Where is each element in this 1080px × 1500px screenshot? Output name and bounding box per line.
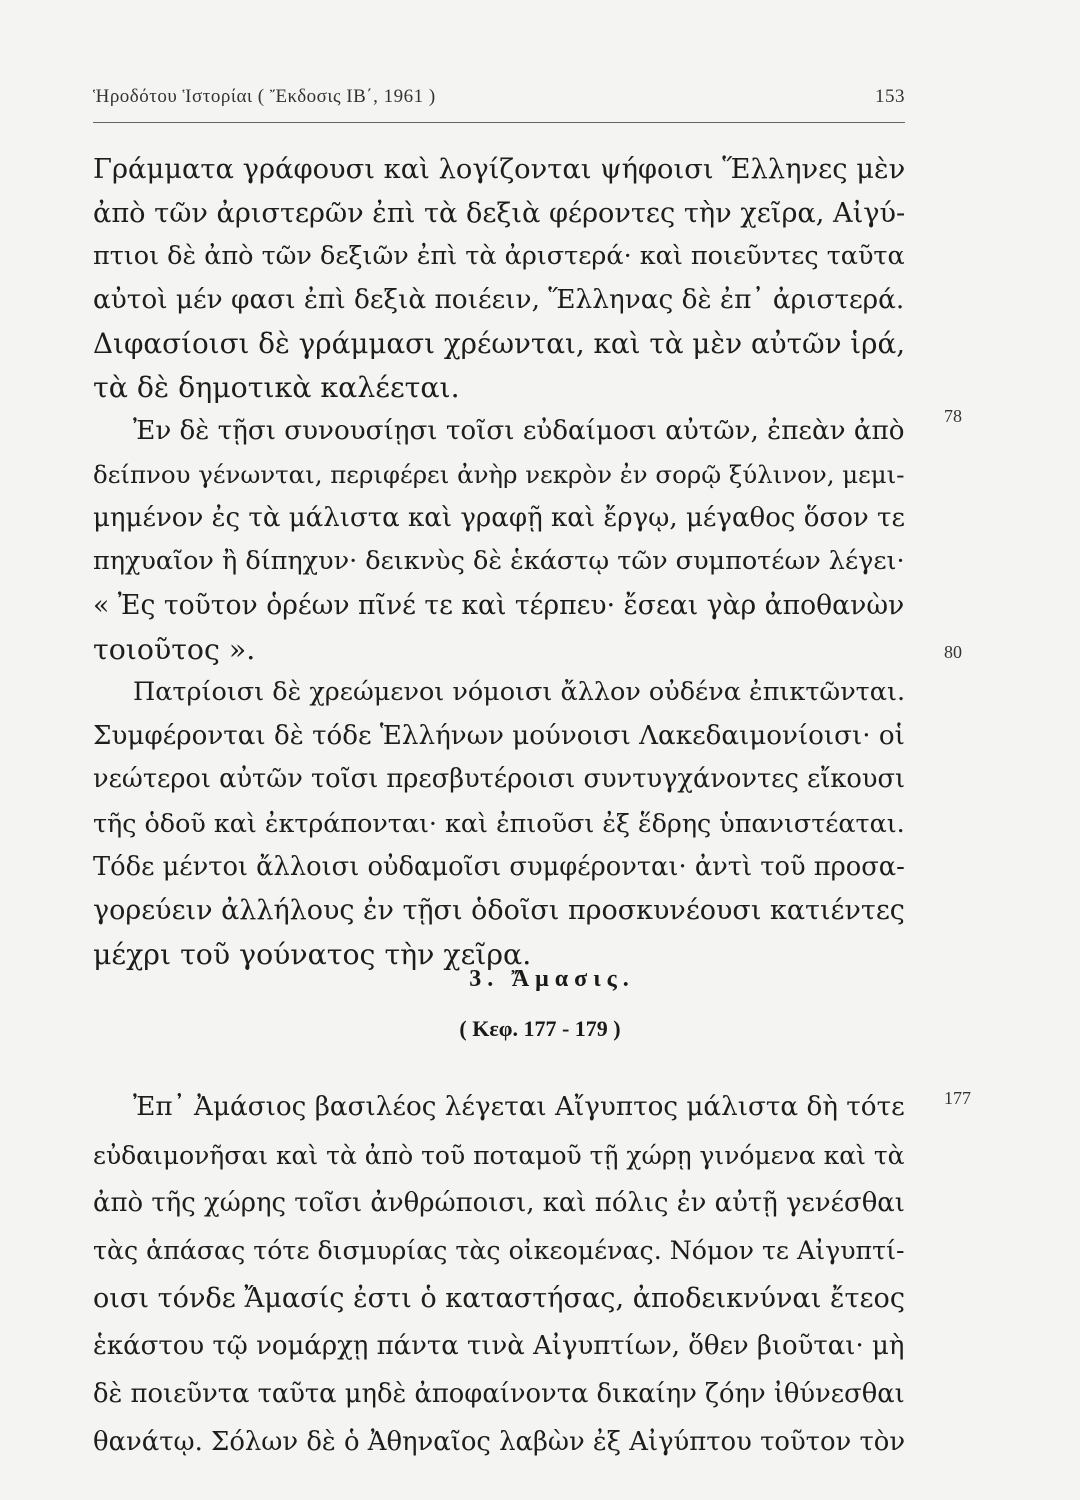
text-line: τῆς ὁδοῦ καὶ ἐκτράπονται· καὶ ἐπιοῦσι ἐξ ἕδρης ὑπανιστέαται. bbox=[93, 807, 905, 838]
section-subtitle: ( Κεφ. 177 - 179 ) bbox=[459, 1016, 621, 1041]
header-rule bbox=[93, 122, 905, 123]
text-line: Συμφέρονται δὲ τόδε Ἑλλήνων μούνοισι Λακεδαιμονίοισι· οἱ bbox=[93, 720, 905, 751]
text-line: Πατρίοισι δὲ χρεώμενοι νόμοισι ἄλλον οὐδένα ἐπικτῶνται. bbox=[133, 677, 906, 708]
text-line: πτιοι δὲ ἀπὸ τῶν δεξιῶν ἐπὶ τὰ ἀριστερά· καὶ ποιεῦντες ταῦτα bbox=[93, 241, 905, 272]
section-title: 3. Ἄμασις. bbox=[469, 966, 635, 992]
text-line: νεώτεροι αὐτῶν τοῖσι πρεσβυτέροισι συντυγχάνοντες εἴκουσι bbox=[93, 764, 906, 795]
text-line: ἀπὸ τῆς χώρης τοῖσι ἀνθρώποισι, καὶ πόλις ἐν αὐτῇ γενέσθαι bbox=[93, 1187, 905, 1218]
text-line: Τόδε μέντοι ἄλλοισι οὐδαμοῖσι συμφέρονται· ἀντὶ τοῦ προσα- bbox=[93, 851, 905, 882]
text-line: πηχυαῖον ἢ δίπηχυν· δεικνὺς δὲ ἑκάστῳ τῶν συμποτέων λέγει· bbox=[93, 546, 905, 577]
text-line: θανάτῳ. Σόλων δὲ ὁ Ἀθηναῖος λαβὼν ἐξ Αἰγύπτου τοῦτον τὸν bbox=[93, 1426, 906, 1457]
text-line: Γράμματα γράφουσι καὶ λογίζονται ψήφοισι Ἕλληνες μὲν bbox=[93, 154, 906, 185]
text-line: Διφασίοισι δὲ γράμμασι χρέωνται, καὶ τὰ μὲν αὐτῶν ἱρά, bbox=[93, 327, 906, 361]
text-line: Ἐπ᾽ Ἀμάσιος βασιλέος λέγεται Αἴγυπτος μάλιστα δὴ τότε bbox=[133, 1092, 905, 1122]
running-title: Ἡροδότου Ἱστορίαι ( Ἔκδοσις ΙΒ΄, 1961 ) bbox=[93, 86, 436, 107]
text-line: μημένον ἐς τὰ μάλιστα καὶ γραφῇ καὶ ἔργῳ, μέγαθος ὅσον τε bbox=[93, 502, 905, 533]
text-line: τοιοῦτος ». bbox=[93, 632, 256, 666]
margin-chapter-number: 78 bbox=[944, 406, 962, 426]
text-line: δείπνου γένωνται, περιφέρει ἀνὴρ νεκρὸν ἐν σορῷ ξύλινον, μεμι- bbox=[93, 460, 905, 490]
text-line: μέχρι τοῦ γούνατος τὴν χεῖρα. bbox=[93, 937, 532, 971]
text-line: « Ἐς τοῦτον ὁρέων πῖνέ τε καὶ τέρπευ· ἔσεαι γὰρ ἀποθανὼν bbox=[93, 589, 905, 621]
text-line: Ἐν δὲ τῇσι συνουσίῃσι τοῖσι εὐδαίμοσι αὐτῶν, ἐπεὰν ἀπὸ bbox=[133, 415, 905, 446]
text-line: αὐτοὶ μέν φασι ἐπὶ δεξιὰ ποιέειν, Ἕλληνας δὲ ἐπ᾽ ἀριστερά. bbox=[93, 284, 905, 315]
text-line: ἑκάστου τῷ νομάρχῃ πάντα τινὰ Αἰγυπτίων, ὅθεν βιοῦται· μὴ bbox=[93, 1330, 905, 1361]
text-line: οισι τόνδε Ἄμασίς ἐστι ὁ καταστήσας, ἀποδεικνύναι ἔτεος bbox=[93, 1283, 906, 1315]
margin-chapter-number: 80 bbox=[944, 642, 962, 662]
text-line: ἀπὸ τῶν ἀριστερῶν ἐπὶ τὰ δεξιὰ φέροντες τὴν χεῖρα, Αἰγύ- bbox=[93, 197, 906, 229]
text-line: εὐδαιμονῆσαι καὶ τὰ ἀπὸ τοῦ ποταμοῦ τῇ χώρῃ γινόμενα καὶ τὰ bbox=[93, 1140, 905, 1170]
text-line: δὲ ποιεῦντα ταῦτα μηδὲ ἀποφαίνοντα δικαίην ζόην ἰθύνεσθαι bbox=[93, 1378, 905, 1409]
text-block-2 bbox=[93, 1084, 923, 1466]
margin-chapter-number: 177 bbox=[944, 1088, 971, 1108]
text-block-1 bbox=[93, 148, 923, 976]
text-line: τὰ δὲ δημοτικὰ καλέεται. bbox=[93, 370, 460, 404]
running-head bbox=[93, 86, 905, 108]
text-line: τὰς ἁπάσας τότε δισμυρίας τὰς οἰκεομένας. Νόμον τε Αἰγυπτί- bbox=[93, 1236, 905, 1266]
text-line: γορεύειν ἀλλήλους ἐν τῇσι ὁδοῖσι προσκυνέουσι κατιέντες bbox=[93, 895, 905, 927]
page-number: 153 bbox=[875, 86, 905, 107]
